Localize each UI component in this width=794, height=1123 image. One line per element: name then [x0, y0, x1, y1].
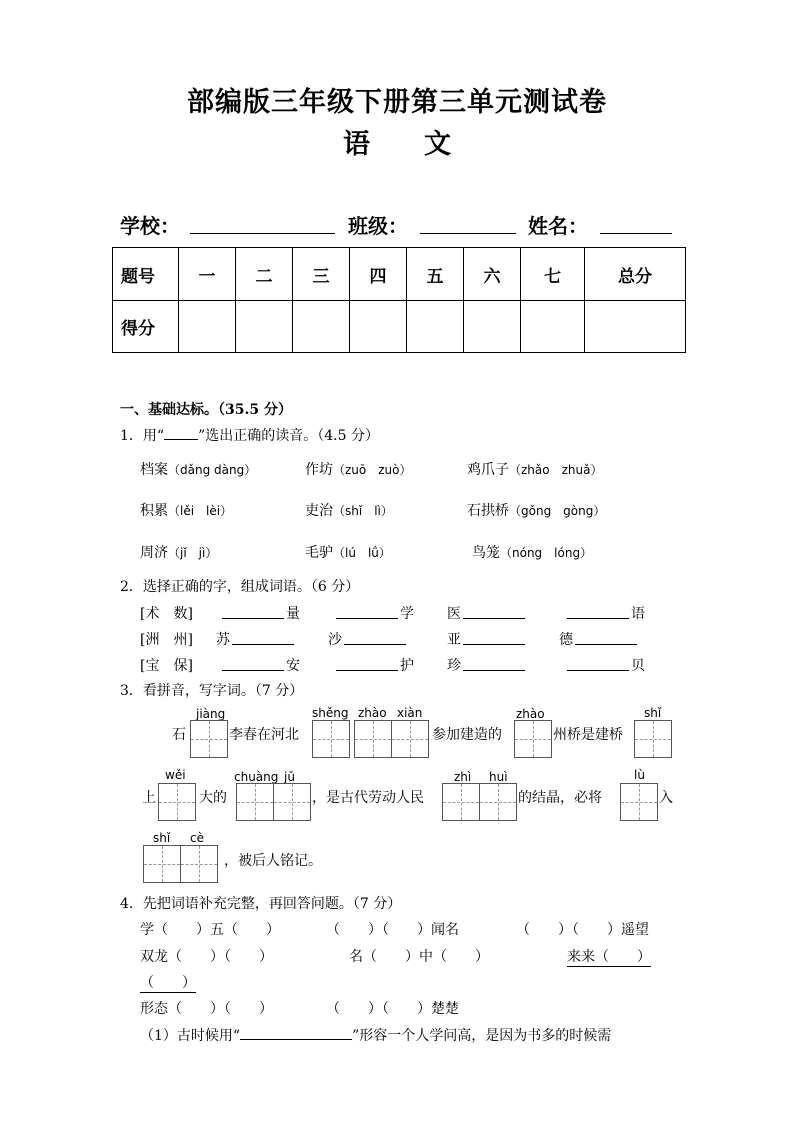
page-title: 部编版三年级下册第三单元测试卷 [187, 87, 607, 118]
q3-writing-grid[interactable] [442, 783, 517, 821]
q3-pinyin: lù [634, 768, 645, 782]
q3-text: 石 [172, 727, 186, 743]
score-input[interactable] [236, 301, 293, 353]
q2-blank[interactable] [232, 644, 294, 645]
q3-writing-grid[interactable] [354, 720, 429, 758]
q3-text: 参加建造的 [432, 727, 502, 743]
score-col-3: 三 [293, 248, 350, 301]
q3-writing-grid[interactable] [190, 720, 228, 758]
q1-stem-blank [164, 439, 198, 440]
score-col-6: 六 [464, 248, 521, 301]
score-input[interactable] [350, 301, 407, 353]
q4-idiom-continued[interactable]: （ ） [140, 972, 196, 993]
q3-text: ，被后人铭记。 [224, 853, 322, 869]
q1-item: 档案（dǎng dàng） [140, 462, 257, 478]
score-input[interactable] [521, 301, 585, 353]
q1-item: 吏治（shǐ lì） [305, 503, 393, 519]
q4-idiom[interactable]: （ ）（ ）遥望 [516, 922, 649, 938]
q2-word: 医 [447, 606, 461, 622]
q2-word: 量 [286, 606, 300, 622]
q3-text: 入 [659, 790, 673, 806]
name-field[interactable] [600, 233, 672, 234]
q2-word: 语 [631, 606, 645, 622]
q4-idiom[interactable]: 名（ ）中（ ） [349, 949, 489, 965]
q1-item: 积累（lěi lèi） [140, 503, 233, 519]
class-field[interactable] [420, 233, 516, 234]
q3-writing-grid[interactable] [236, 783, 311, 821]
q1-stem-pre: 1．用“ [120, 428, 165, 444]
score-col-7: 七 [521, 248, 585, 301]
score-cell-label: 题号 [113, 248, 179, 301]
q1-stem [120, 425, 379, 445]
score-input[interactable] [585, 301, 686, 353]
q2-blank[interactable] [463, 670, 525, 671]
q3-text: ，是古代劳动人民 [312, 790, 424, 806]
score-input[interactable] [179, 301, 236, 353]
q2-word: 学 [400, 606, 414, 622]
name-label: 姓名： [528, 214, 588, 238]
q3-pinyin: shǐ [153, 831, 171, 845]
q2-word: 沙 [328, 632, 342, 648]
q2-options: [洲 州] [140, 632, 193, 648]
q3-pinyin: zhào [516, 707, 545, 721]
q3-text: 的结晶，必将 [518, 790, 602, 806]
q1-item: 鸡爪子（zhǎo zhuǎ） [467, 462, 603, 478]
q4-idiom[interactable]: 双龙（ ）（ ） [140, 949, 273, 965]
q1-item: 鸟笼（nóng lóng） [472, 545, 593, 561]
q2-options: [宝 保] [140, 658, 193, 674]
q4-sub1-blank[interactable] [240, 1039, 352, 1040]
q1-item: 作坊（zuō zuò） [305, 462, 412, 478]
q3-text: 上 [142, 790, 156, 806]
q3-pinyin: shǐ [644, 706, 662, 720]
score-input[interactable] [293, 301, 350, 353]
school-field[interactable] [190, 233, 335, 234]
q1-item: 周济（jǐ jì） [140, 545, 218, 561]
q3-pinyin: jǔ [284, 770, 295, 784]
q2-word: 贝 [631, 658, 645, 674]
score-table [112, 247, 686, 353]
q3-pinyin: shěng [312, 706, 349, 720]
q3-pinyin: jiàng [196, 707, 226, 721]
q3-writing-grid[interactable] [312, 720, 350, 758]
q2-blank[interactable] [567, 618, 629, 619]
q3-text: 大的 [199, 790, 227, 806]
q2-word: 亚 [447, 632, 461, 648]
q2-word: 珍 [447, 658, 461, 674]
q1-item: 毛驴（lú lǘ） [305, 545, 391, 561]
score-col-2: 二 [236, 248, 293, 301]
score-input[interactable] [464, 301, 521, 353]
q3-pinyin: wěi [165, 768, 186, 782]
q2-blank[interactable] [575, 644, 637, 645]
q3-pinyin: huì [489, 770, 508, 784]
q2-blank[interactable] [567, 670, 629, 671]
school-label: 学校： [120, 214, 180, 238]
q2-blank[interactable] [463, 618, 525, 619]
q2-blank[interactable] [222, 670, 284, 671]
q2-blank[interactable] [222, 618, 284, 619]
class-label: 班级： [348, 214, 408, 238]
section-title: 一、基础达标。（35.5 分） [120, 402, 292, 418]
q3-writing-grid[interactable] [620, 783, 658, 821]
q3-pinyin: cè [190, 831, 204, 845]
q3-pinyin: zhào [358, 706, 387, 720]
q3-pinyin: chuàng [234, 770, 279, 784]
score-value-row [113, 301, 686, 353]
q4-idiom[interactable]: （ ）（ ）闻名 [326, 922, 459, 938]
q2-word: 德 [559, 632, 573, 648]
q3-text: 州桥是建桥 [553, 727, 623, 743]
q3-pinyin: xiàn [397, 706, 423, 720]
q1-item: 石拱桥（gǒng gòng） [467, 503, 606, 519]
q3-writing-grid[interactable] [158, 783, 196, 821]
q3-pinyin: zhì [454, 770, 472, 784]
q4-sub1-pre: （1）古时候用“ [140, 1028, 241, 1044]
q2-stem: 2．选择正确的字，组成词语。（6 分） [120, 579, 360, 595]
q4-idiom[interactable]: 学（ ）五（ ） [140, 922, 280, 938]
q4-sub1-post: ”形容一个人学问高，是因为书多的时候需 [352, 1028, 612, 1044]
q1-stem-post: ”选出正确的读音。（4.5 分） [198, 428, 379, 444]
q4-idiom[interactable]: 形态（ ）（ ） [140, 1001, 273, 1017]
score-col-total: 总分 [585, 248, 686, 301]
subject-title: 语 文 [343, 129, 451, 160]
q3-stem: 3．看拼音，写字词。（7 分） [120, 683, 304, 699]
q4-stem: 4．先把词语补充完整，再回答问题。（7 分） [120, 896, 402, 912]
score-col-4: 四 [350, 248, 407, 301]
q2-word: 安 [286, 658, 300, 674]
q4-subquestion-1 [140, 1025, 611, 1045]
q4-idiom-underlined[interactable]: 来来（ ） [567, 946, 651, 967]
q2-blank[interactable] [336, 618, 398, 619]
q2-blank[interactable] [336, 670, 398, 671]
q2-word: 护 [400, 658, 414, 674]
q2-blank[interactable] [344, 644, 406, 645]
score-col-1: 一 [179, 248, 236, 301]
score-col-5: 五 [407, 248, 464, 301]
q4-idiom[interactable]: （ ）（ ）楚楚 [326, 1001, 459, 1017]
q3-text: 李春在河北 [229, 727, 299, 743]
q2-word: 苏 [216, 632, 230, 648]
q3-writing-grid[interactable] [143, 845, 218, 883]
q3-writing-grid[interactable] [514, 720, 552, 758]
q3-writing-grid[interactable] [634, 720, 672, 758]
score-input[interactable] [407, 301, 464, 353]
score-row-label: 得分 [113, 301, 179, 353]
q2-options: [术 数] [140, 606, 193, 622]
q2-blank[interactable] [463, 644, 525, 645]
score-header-row [113, 248, 686, 301]
